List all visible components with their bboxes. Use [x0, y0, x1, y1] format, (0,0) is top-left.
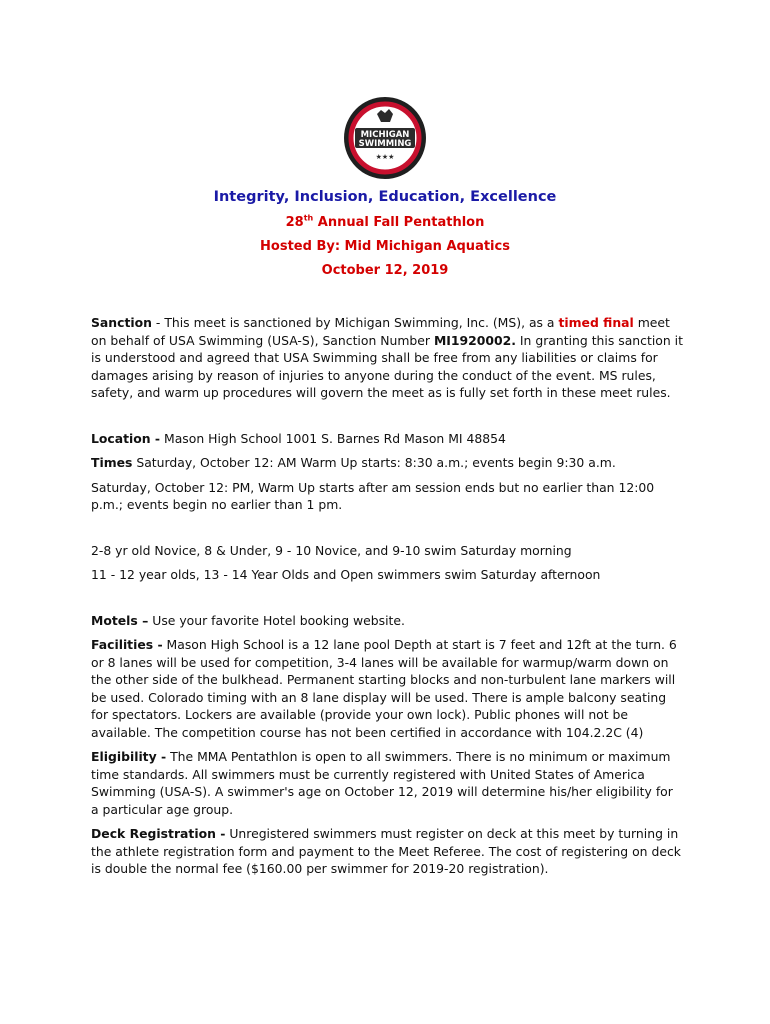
facilities-text: Mason High School is a 12 lane pool Depth at start is 7 feet and 12ft at the turn. 6 or 8 lanes will be used for competition, 3-4 lanes will be available for warmup/warm down on the other side of the bulkhead. Permanent starting blocks and non-turbulent lane markers will be used. Colorado timing with an 8 lane display will be used. There is ample balcony seating for spectators. Lockers are available (provide your own lock). Public phones will not be available. The competition course has not been certified in accordance with 104.2.2C (4) — [91, 637, 677, 740]
sanction-label: Sanction — [91, 315, 152, 330]
event-name: Annual Fall Pentathlon — [313, 215, 485, 230]
motels-paragraph — [91, 612, 683, 630]
sanction-text-2: meet on behalf of USA Swimming (USA-S), Sanction Number — [91, 315, 670, 348]
motels-text: Use your favorite Hotel booking website. — [148, 612, 405, 628]
deck-registration-paragraph — [91, 825, 683, 878]
logo-line-2: SWIMMING — [358, 139, 412, 149]
location-paragraph — [91, 430, 683, 448]
times-line-1: Saturday, October 12: AM Warm Up starts: 8:30 a.m.; events begin 9:30 a.m. — [132, 455, 616, 470]
location-text: Mason High School 1001 S. Barnes Rd Mason MI 48854 — [160, 430, 506, 446]
logo-stars: ★★★ — [375, 153, 395, 161]
times-label: Times — [91, 455, 133, 470]
location-label: Location - — [91, 430, 161, 446]
edition-suffix: th — [303, 213, 314, 223]
sanction-text-3: In granting this sanction it is understood and agreed that USA Swimming shall be free from any liabilities or claims for damages arising by reason of injuries to anyone during the conduct of the event. MS rules, safety, and warm up procedures will govern the meet as is fully set forth in these meet rules. — [91, 332, 683, 400]
motels-label: Motels – — [91, 612, 149, 628]
times-paragraph — [91, 454, 683, 472]
document-header — [0, 186, 770, 280]
logo-emblem — [343, 96, 427, 180]
times-line-2: Saturday, October 12: PM, Warm Up starts after am session ends but no earlier than 12:00 p.m.; events begin no earlier than 1 pm. — [91, 479, 655, 512]
eligibility-label: Eligibility - — [91, 749, 167, 764]
motto: Integrity, Inclusion, Education, Excellence — [213, 189, 557, 205]
hosted-by: Hosted By: Mid Michigan Aquatics — [260, 239, 510, 254]
sanction-paragraph — [91, 314, 683, 402]
timed-final-highlight: timed final — [558, 315, 634, 330]
logo-line-1: MICHIGAN — [360, 130, 410, 140]
session-morning: 2-8 yr old Novice, 8 & Under, 9 - 10 Novice, and 9-10 swim Saturday morning — [91, 542, 572, 558]
eligibility-paragraph — [91, 748, 683, 818]
facilities-paragraph — [91, 636, 683, 741]
michigan-swimming-logo — [343, 96, 427, 180]
eligibility-text: The MMA Pentathlon is open to all swimmers. There is no minimum or maximum time standards. All swimmers must be currently registered with United States of America Swimming (USA-S). A swimmer's age on October 12, 2019 will determine his/her eligibility for a particular age group. — [91, 749, 673, 817]
event-date: October 12, 2019 — [321, 263, 449, 278]
deck-registration-text: Unregistered swimmers must register on deck at this meet by turning in the athlete registration form and payment to the Meet Referee. The cost of registering on deck is double the normal fee ($160.00 per swimmer for 2019-20 registration). — [91, 826, 681, 876]
session-afternoon: 11 - 12 year olds, 13 - 14 Year Olds and Open swimmers swim Saturday afternoon — [91, 567, 601, 582]
edition-number: 28 — [285, 215, 304, 230]
deck-registration-label: Deck Registration - — [91, 826, 226, 841]
sanction-number: MI1920002. — [433, 332, 516, 348]
event-title — [0, 214, 770, 232]
facilities-label: Facilities - — [91, 637, 163, 652]
sanction-text-1: - This meet is sanctioned by Michigan Swimming, Inc. (MS), as a — [151, 315, 559, 330]
document-body — [91, 314, 683, 878]
